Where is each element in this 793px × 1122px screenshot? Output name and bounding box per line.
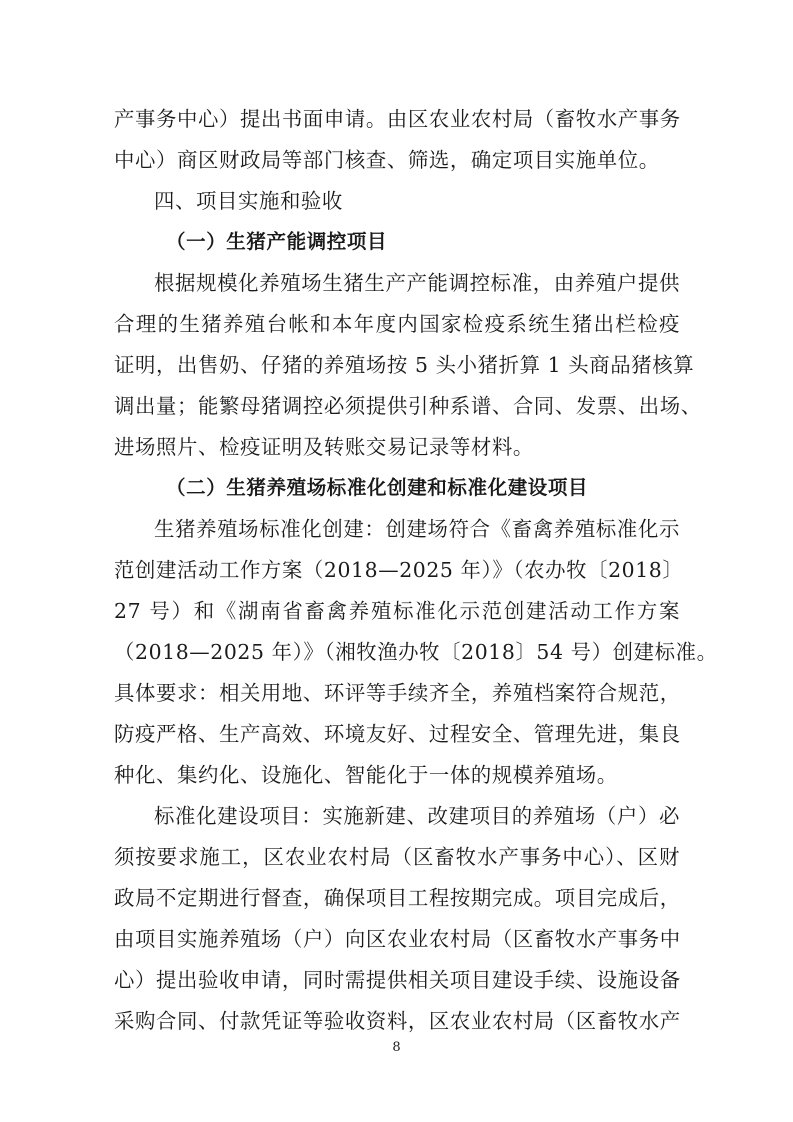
subsection-heading: （一）生猪产能调控项目	[166, 230, 388, 253]
text-line: 政局不定期进行督查，确保项目工程按期完成。项目完成后，	[114, 886, 681, 910]
text-line: 中心）商区财政局等部门核查、筛选，确定项目实施单位。	[114, 148, 660, 172]
text-line: 须按要求施工，区农业农村局（区畜牧水产事务中心）、区财	[114, 845, 680, 869]
subsection-heading: （二）生猪养殖场标准化创建和标准化建设项目	[166, 476, 589, 499]
text-line: 产事务中心）提出书面申请。由区农业农村局（畜牧水产事务	[114, 107, 681, 131]
text-line: 防疫严格、生产高效、环境友好、过程安全、管理先进，集良	[114, 722, 681, 746]
section-heading: 四、项目实施和验收	[154, 189, 343, 213]
text-line: 由项目实施养殖场（户）向区农业农村局（区畜牧水产事务中	[114, 927, 681, 951]
page-number: 8	[392, 1040, 401, 1055]
text-line: 范创建活动工作方案（2018—2025 年）》（农办牧〔2018〕	[114, 558, 684, 582]
text-line: 采购合同、付款凭证等验收资料，区农业农村局（区畜牧水产	[114, 1009, 681, 1033]
text-line: 种化、集约化、设施化、智能化于一体的规模养殖场。	[114, 763, 618, 787]
text-line: 标准化建设项目：实施新建、改建项目的养殖场（户）必	[154, 804, 680, 828]
text-line: 27 号）和《湖南省畜禽养殖标准化示范创建活动工作方案	[114, 599, 680, 623]
text-line: 证明，出售奶、仔猪的养殖场按 5 头小猪折算 1 头商品猪核算	[114, 353, 695, 377]
text-line: （2018—2025 年）》（湘牧渔办牧〔2018〕54 号）创建标准。	[114, 640, 718, 664]
text-line: 心）提出验收申请，同时需提供相关项目建设手续、设施设备	[114, 968, 681, 992]
text-line: 调出量；能繁母猪调控必须提供引种系谱、合同、发票、出场、	[114, 394, 702, 418]
text-line: 根据规模化养殖场生猪生产产能调控标准，由养殖户提供	[154, 271, 680, 295]
text-line: 生猪养殖场标准化创建：创建场符合《畜禽养殖标准化示	[154, 517, 680, 541]
text-line: 合理的生猪养殖台帐和本年度内国家检疫系统生猪出栏检疫	[114, 312, 680, 336]
text-line: 进场照片、检疫证明及转账交易记录等材料。	[114, 435, 534, 459]
text-line: 具体要求：相关用地、环评等手续齐全，养殖档案符合规范，	[114, 681, 681, 705]
